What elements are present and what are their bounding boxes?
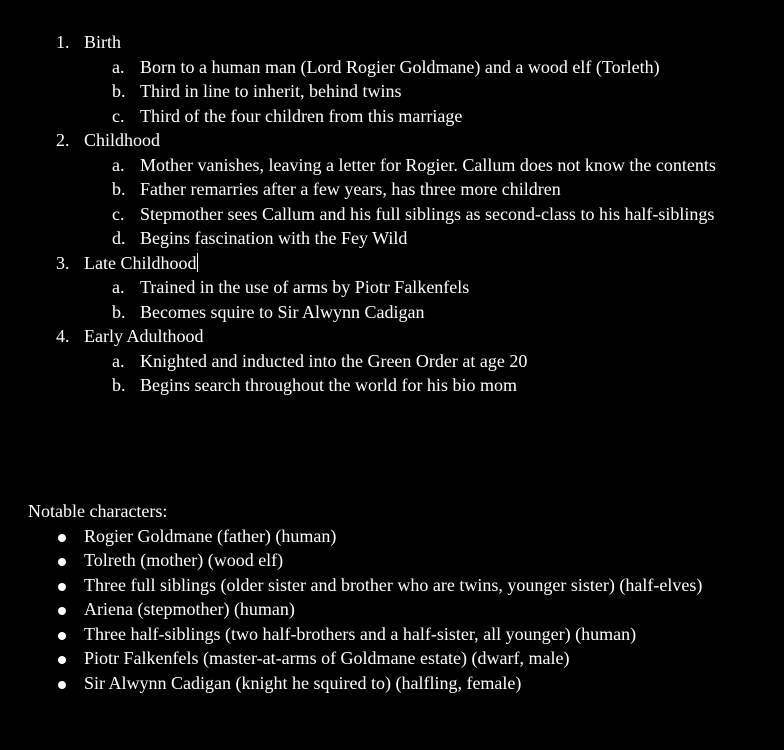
character-text: Rogier Goldmane (father) (human) <box>84 525 337 546</box>
item-letter: b. <box>112 301 126 322</box>
item-text: Trained in the use of arms by Piotr Falkenfels <box>140 277 470 297</box>
list-item <box>0 300 784 325</box>
item-text: Third in line to inherit, behind twins <box>140 81 402 101</box>
item-text: Stepmother sees Callum and his full siblings as second-class to his half-siblings <box>140 203 715 224</box>
section-title: Childhood <box>84 130 161 150</box>
section-birth <box>0 30 784 55</box>
list-item <box>0 226 784 251</box>
item-letter: a. <box>112 56 125 77</box>
section-title: Birth <box>84 32 122 52</box>
item-letter: a. <box>112 154 125 175</box>
character-text: Three full siblings (older sister and brother who are twins, younger sister) (half-elves) <box>84 574 703 595</box>
item-letter: a. <box>112 277 125 297</box>
bullet-icon <box>58 656 66 664</box>
item-text: Mother vanishes, leaving a letter for Rogier. Callum does not know the contents <box>140 154 716 175</box>
list-item <box>0 373 784 398</box>
character-text: Ariena (stepmother) (human) <box>84 599 295 619</box>
list-item <box>0 548 784 573</box>
list-item <box>0 202 784 227</box>
item-letter: a. <box>112 350 125 371</box>
section-number: 1. <box>56 32 70 52</box>
section-early-adulthood <box>0 324 784 349</box>
item-letter: c. <box>112 105 125 126</box>
notable-heading: Notable characters: <box>28 501 168 521</box>
list-item <box>0 573 784 598</box>
item-letter: d. <box>112 228 126 248</box>
bullet-icon <box>58 632 66 640</box>
item-letter: b. <box>112 375 126 395</box>
item-text: Begins fascination with the Fey Wild <box>140 228 408 248</box>
list-item <box>0 622 784 647</box>
character-text: Three half-siblings (two half-brothers and a half-sister, all younger) (human) <box>84 623 637 644</box>
section-late-childhood <box>0 251 784 276</box>
bullet-icon <box>58 583 66 591</box>
item-text: Born to a human man (Lord Rogier Goldmane) and a wood elf (Torleth) <box>140 56 660 77</box>
bullet-icon <box>58 607 66 615</box>
list-item <box>0 79 784 104</box>
item-text: Third of the four children from this marriage <box>140 105 463 126</box>
item-text: Becomes squire to Sir Alwynn Cadigan <box>140 301 425 322</box>
outline-list <box>0 30 784 398</box>
character-text: Tolreth (mother) (wood elf) <box>84 550 284 570</box>
list-item <box>0 55 784 80</box>
item-text: Knighted and inducted into the Green Order at age 20 <box>140 350 528 371</box>
bullet-icon <box>58 681 66 689</box>
list-item <box>0 597 784 622</box>
section-childhood <box>0 128 784 153</box>
text-cursor <box>197 253 198 272</box>
item-letter: b. <box>112 179 126 199</box>
list-item <box>0 646 784 671</box>
list-item <box>0 349 784 374</box>
character-text: Piotr Falkenfels (master-at-arms of Goldmane estate) (dwarf, male) <box>84 648 570 668</box>
item-text: Begins search throughout the world for his bio mom <box>140 375 517 395</box>
item-text: Father remarries after a few years, has three more children <box>140 179 561 199</box>
section-number: 4. <box>56 326 70 346</box>
section-title: Late Childhood <box>84 252 197 273</box>
list-item <box>0 671 784 696</box>
list-item <box>0 524 784 549</box>
list-item <box>0 177 784 202</box>
character-text: Sir Alwynn Cadigan (knight he squired to) (halfling, female) <box>84 672 522 693</box>
section-title: Early Adulthood <box>84 326 204 346</box>
list-item <box>0 153 784 178</box>
list-item <box>0 104 784 129</box>
bullet-icon <box>58 534 66 542</box>
bullet-icon <box>58 558 66 566</box>
list-item <box>0 275 784 300</box>
section-number: 3. <box>56 252 70 273</box>
notable-characters <box>0 499 784 695</box>
item-letter: b. <box>112 81 126 101</box>
item-letter: c. <box>112 203 125 224</box>
section-number: 2. <box>56 130 70 150</box>
